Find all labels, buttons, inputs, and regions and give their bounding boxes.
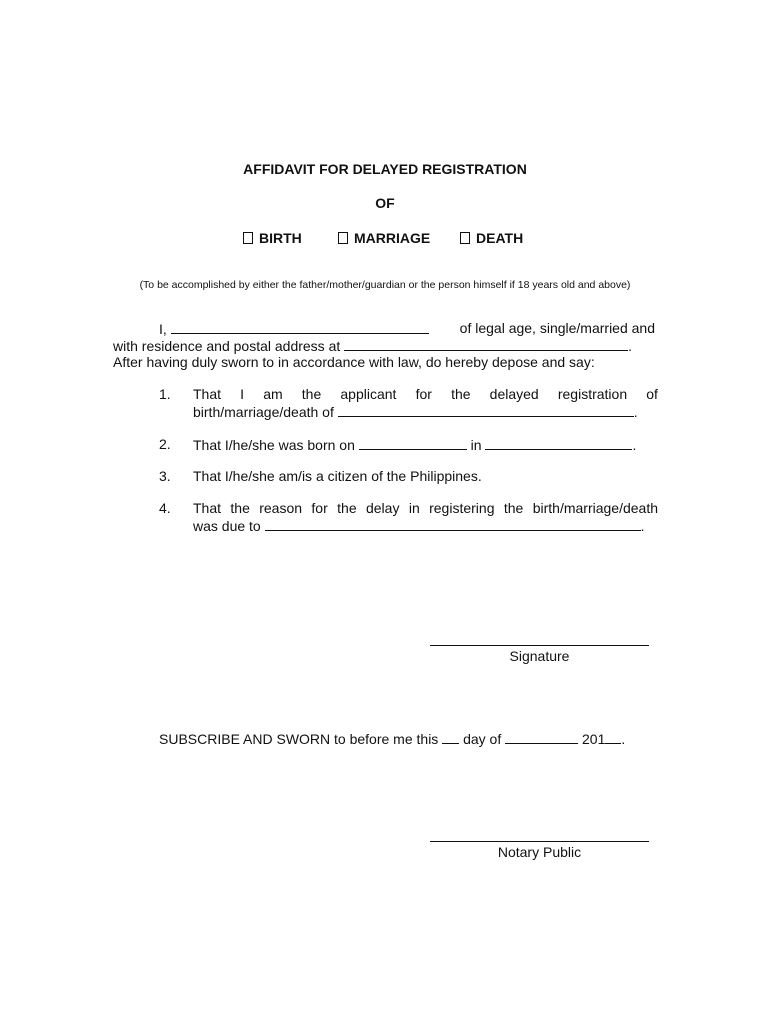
item-1-line-1 [193, 386, 658, 402]
intro-residence: with residence and postal address at [113, 338, 341, 354]
name-blank[interactable] [171, 320, 429, 334]
document-title: AFFIDAVIT FOR DELAYED REGISTRATION [243, 161, 527, 177]
deceased-name-blank[interactable] [338, 403, 634, 417]
item-4-word: the [337, 500, 357, 516]
item-1-word: That [193, 386, 222, 402]
option-death-label: DEATH [476, 230, 524, 246]
item-4-word: birth/marriage/death [532, 500, 658, 516]
item-1-word: applicant [340, 386, 397, 402]
item-2-period: . [632, 437, 637, 453]
intro-period: . [628, 338, 633, 354]
option-marriage[interactable] [338, 230, 430, 246]
notary-signature-line[interactable] [430, 841, 649, 842]
item-3 [0, 468, 770, 488]
item-1-number: 1. [159, 386, 171, 402]
item-4-word: delay [365, 500, 400, 516]
item-4-word: for [311, 500, 328, 516]
item-2-text-in: in [470, 437, 482, 453]
marriage-checkbox[interactable] [338, 232, 348, 244]
registration-type-options [0, 230, 770, 250]
birth-place-blank[interactable] [485, 436, 632, 450]
option-marriage-label: MARRIAGE [354, 230, 431, 246]
item-4-period: . [640, 518, 645, 534]
intro-i: I, [159, 321, 167, 337]
item-4-word: registering [429, 500, 495, 516]
intro-legal-age: of legal age, single/married and [459, 320, 655, 336]
item-4-word: the [230, 500, 250, 516]
item-1-line-2-text: birth/marriage/death of [193, 404, 334, 420]
item-4-word: in [408, 500, 420, 516]
address-blank[interactable] [344, 337, 628, 351]
option-death[interactable] [460, 230, 523, 246]
signature-line[interactable] [430, 645, 649, 646]
item-1-word: the [301, 386, 322, 402]
item-4-line-1 [193, 500, 658, 516]
item-2-text-born: That I/he/she was born on [193, 437, 355, 453]
day-blank[interactable] [442, 730, 459, 744]
item-4-word: That [193, 500, 222, 516]
intro-line-2 [113, 337, 632, 354]
item-1-word: for [415, 386, 432, 402]
subscribe-day-of: day of [463, 731, 502, 747]
subscribe-year-prefix: 201 [582, 731, 606, 747]
item-4 [0, 500, 770, 540]
document-subtitle-of: OF [375, 195, 395, 211]
item-1-word: registration [557, 386, 628, 402]
item-4-line-2-text: was due to [193, 518, 261, 534]
delay-reason-blank[interactable] [265, 517, 641, 531]
subscribe-text: SUBSCRIBE AND SWORN to before me this [159, 731, 439, 747]
item-2-number: 2. [159, 436, 171, 452]
item-4-line-2 [193, 517, 645, 534]
item-4-word: the [503, 500, 524, 516]
notary-public-label: Notary Public [497, 844, 582, 860]
option-birth-label: BIRTH [259, 230, 302, 246]
year-blank[interactable] [605, 730, 621, 744]
item-3-text: That I/he/she am/is a citizen of the Philippines. [193, 468, 482, 484]
intro-line-1 [159, 320, 655, 337]
subscribe-period: . [621, 731, 626, 747]
birth-checkbox[interactable] [243, 232, 253, 244]
birth-date-blank[interactable] [359, 436, 467, 450]
item-1-word: of [646, 386, 658, 402]
instruction-note: (To be accomplished by either the father/mother/guardian or the person himself if 18 years old and above) [139, 279, 631, 291]
option-birth[interactable] [243, 230, 302, 246]
item-1-word: the [451, 386, 471, 402]
item-1-line-2 [193, 403, 638, 420]
item-1-word: am [263, 386, 283, 402]
signature-label: Signature [509, 648, 570, 664]
item-2-line [193, 436, 636, 453]
death-checkbox[interactable] [460, 232, 470, 244]
subscribe-sworn-line [159, 730, 625, 747]
item-4-word: reason [259, 500, 303, 516]
intro-sworn: After having duly sworn to in accordance with law, do hereby depose and say: [113, 354, 595, 370]
item-1 [0, 386, 770, 426]
item-1-word: delayed [489, 386, 539, 402]
item-4-number: 4. [159, 500, 171, 516]
item-2 [0, 436, 770, 456]
item-1-period: . [633, 404, 638, 420]
item-3-number: 3. [159, 468, 171, 484]
item-1-word: I [240, 386, 245, 402]
month-blank[interactable] [505, 730, 578, 744]
